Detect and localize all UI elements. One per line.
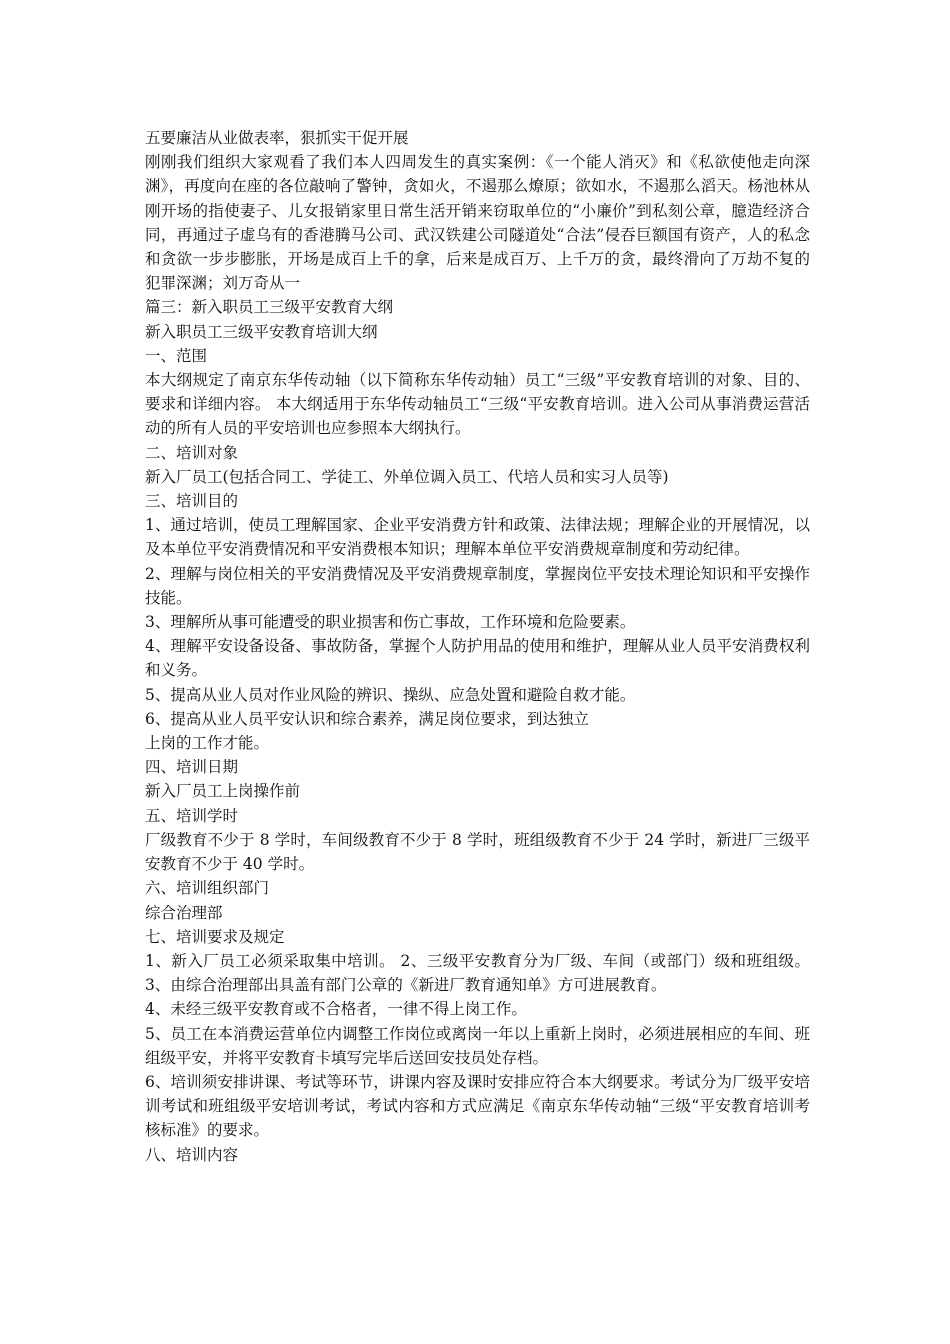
list-item: 4、理解平安设备设备、事故防备，掌握个人防护用品的使用和维护，理解从业人员平安消费权利和义务。	[145, 637, 810, 680]
list-item: 1、新入厂员工必须采取集中培训。 2、三级平安教育分为厂级、车间（或部门）级和班组级。 3、由综合治理部出具盖有部门公章的《新进厂教育通知单》方可进展教育。	[145, 951, 810, 995]
list-item: 5、提高从业人员对作业风险的辨识、操纵、应急处置和避险自救才能。	[145, 685, 636, 704]
paragraph: 刚刚我们组织大家观看了我们本人四周发生的真实案例：《一个能人消灭》和《私欲使他走向深渊》，再度向在座的各位敲响了警钟，贪如火，不遏那么燎原；欲如水，不遏那么滔天。杨池林从刚开场的指使妻子、儿女报销家里日常生活开销来窃取单位的“小廉价”到私刻公章，臆造经济合同，再通过子虚乌有的香港腾马公司、武汉铁建公司隧道处“合法”侵吞巨额国有资产，人的私念和贪欲一步步膨胀，开场是成百上千的拿，后来是成百万、上千万的贪，最终滑向了万劫不复的犯罪深渊；刘万奇从一	[145, 153, 810, 293]
list-item: 3、理解所从事可能遭受的职业损害和伤亡事故，工作环境和危险要素。	[145, 613, 636, 632]
section-heading: 篇三：新入职员工三级平安教育大纲	[145, 298, 394, 317]
paragraph: 上岗的工作才能。	[145, 734, 270, 753]
list-item: 1、通过培训，使员工理解国家、企业平安消费方针和政策、法律法规；理解企业的开展情况，以及本单位平安消费情况和平安消费根本知识；理解本单位平安消费规章制度和劳动纪律。	[145, 516, 810, 559]
document-title: 新入职员工三级平安教育培训大纲	[145, 322, 378, 341]
list-item: 5、员工在本消费运营单位内调整工作岗位或离岗一年以上重新上岗时，必须进展相应的车间、班组级平安，并将平安教育卡填写完毕后送回安技员处存档。	[145, 1024, 810, 1067]
section-heading: 七、培训要求及规定	[145, 927, 285, 946]
paragraph: 厂级教育不少于 8 学时，车间级教育不少于 8 学时，班组级教育不少于 24 学时，新进厂三级平安教育不少于 40 学时。	[145, 830, 810, 874]
section-heading: 一、范围	[145, 346, 208, 365]
section-heading: 四、培训日期	[145, 758, 239, 777]
paragraph: 综合治理部	[145, 903, 223, 922]
paragraph: 五要廉洁从业做表率，狠抓实干促开展	[145, 129, 409, 147]
section-heading: 六、培训组织部门	[145, 879, 270, 898]
list-item: 4、未经三级平安教育或不合格者，一律不得上岗工作。	[145, 1000, 527, 1019]
section-heading: 五、培训学时	[145, 806, 239, 825]
list-item: 6、提高从业人员平安认识和综合素养，满足岗位要求，到达独立	[145, 709, 589, 728]
section-heading: 三、培训目的	[145, 492, 239, 511]
section-heading: 二、培训对象	[145, 443, 239, 462]
paragraph: 新入厂员工(包括合同工、学徒工、外单位调入员工、代培人员和实习人员等)	[145, 467, 669, 486]
list-item: 2、理解与岗位相关的平安消费情况及平安消费规章制度，掌握岗位平安技术理论知识和平安操作技能。	[145, 564, 810, 607]
list-item: 6、培训须安排讲课、考试等环节，讲课内容及课时安排应符合本大纲要求。考试分为厂级平安培训考试和班组级平安培训考试，考试内容和方式应满足《南京东华传动轴“三级“平安教育培训考核标准》的要求。	[145, 1072, 810, 1140]
paragraph: 新入厂员工上岗操作前	[145, 782, 301, 801]
section-heading: 八、培训内容	[145, 1145, 239, 1164]
paragraph: 本大纲规定了南京东华传动轴（以下简称东华传动轴）员工“三级”平安教育培训的对象、目的、要求和详细内容。 本大纲适用于东华传动轴员工“三级“平安教育培训。进入公司从事消费运营活动的所有人员的平安培训也应参照本大纲执行。	[145, 371, 810, 438]
document-body	[145, 126, 810, 1167]
